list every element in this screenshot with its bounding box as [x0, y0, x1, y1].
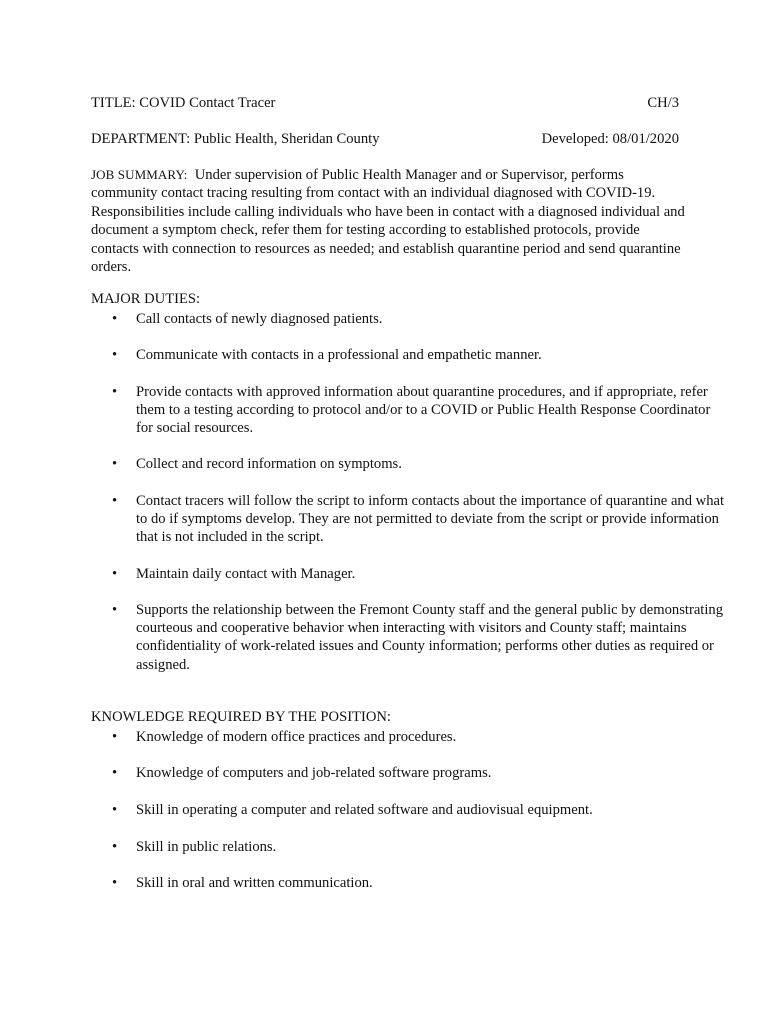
bullet-icon: • — [112, 729, 118, 745]
bullet-icon: • — [112, 802, 118, 818]
bullet-icon: • — [112, 566, 118, 582]
list-item: • Skill in public relations. — [112, 839, 277, 855]
list-item: • Call contacts of newly diagnosed patients. — [112, 311, 383, 327]
list-item: • Contact tracers will follow the script to inform contacts about the importance of quarantine and what to do if symptoms develop. They are not permitted to deviate from the script or provide information that is not included in the script. — [112, 493, 725, 546]
job-summary-text: Under supervision of Public Health Manager and or Supervisor, performs community contact tracing resulting from contact with an individual diagnosed with COVID-19. Responsibilities include calling individuals who have been in contact with a diagnosed individual and document a symptom check, refer them for testing according to established protocols, provide contacts with connection to resources as needed; and establish quarantine period and send quarantine orders. — [91, 167, 685, 276]
bullet-icon: • — [112, 311, 118, 327]
job-summary-label: JOB SUMMARY: — [91, 167, 188, 182]
bullet-icon: • — [112, 765, 118, 781]
bullet-icon: • — [112, 493, 118, 509]
list-item: • Communicate with contacts in a professional and empathetic manner. — [112, 347, 542, 363]
list-item: • Skill in oral and written communication. — [112, 875, 373, 891]
bullet-icon: • — [112, 839, 118, 855]
developed-date: Developed: 08/01/2020 — [541, 131, 679, 147]
job-code: CH/3 — [647, 95, 679, 111]
bullet-icon: • — [112, 875, 118, 891]
job-title: TITLE: COVID Contact Tracer — [91, 95, 276, 111]
title-row — [91, 94, 679, 112]
list-item: • Maintain daily contact with Manager. — [112, 566, 356, 582]
list-item: • Knowledge of modern office practices and procedures. — [112, 729, 457, 745]
bullet-icon: • — [112, 347, 118, 363]
list-item: • Supports the relationship between the Fremont County staff and the general public by demonstrating courteous and cooperative behavior when interacting with visitors and County staff; maintains confidentiality of work-related issues and County information; performs other duties as required or assigned. — [112, 602, 724, 673]
list-item: • Knowledge of computers and job-related software programs. — [112, 765, 492, 781]
list-item: • Collect and record information on symptoms. — [112, 456, 402, 472]
list-item: • Provide contacts with approved information about quarantine procedures, and if appropriate, refer them to a testing according to protocol and/or to a COVID or Public Health Response Coordinator for social resources. — [112, 384, 711, 437]
bullet-icon: • — [112, 602, 118, 618]
department-row — [91, 130, 679, 148]
bullet-icon: • — [112, 384, 118, 400]
major-duties-heading: MAJOR DUTIES: — [91, 291, 201, 307]
bullet-icon: • — [112, 456, 118, 472]
job-summary — [91, 166, 691, 276]
knowledge-heading: KNOWLEDGE REQUIRED BY THE POSITION: — [91, 709, 391, 725]
department: DEPARTMENT: Public Health, Sheridan County — [91, 131, 380, 147]
list-item: • Skill in operating a computer and related software and audiovisual equipment. — [112, 802, 593, 818]
